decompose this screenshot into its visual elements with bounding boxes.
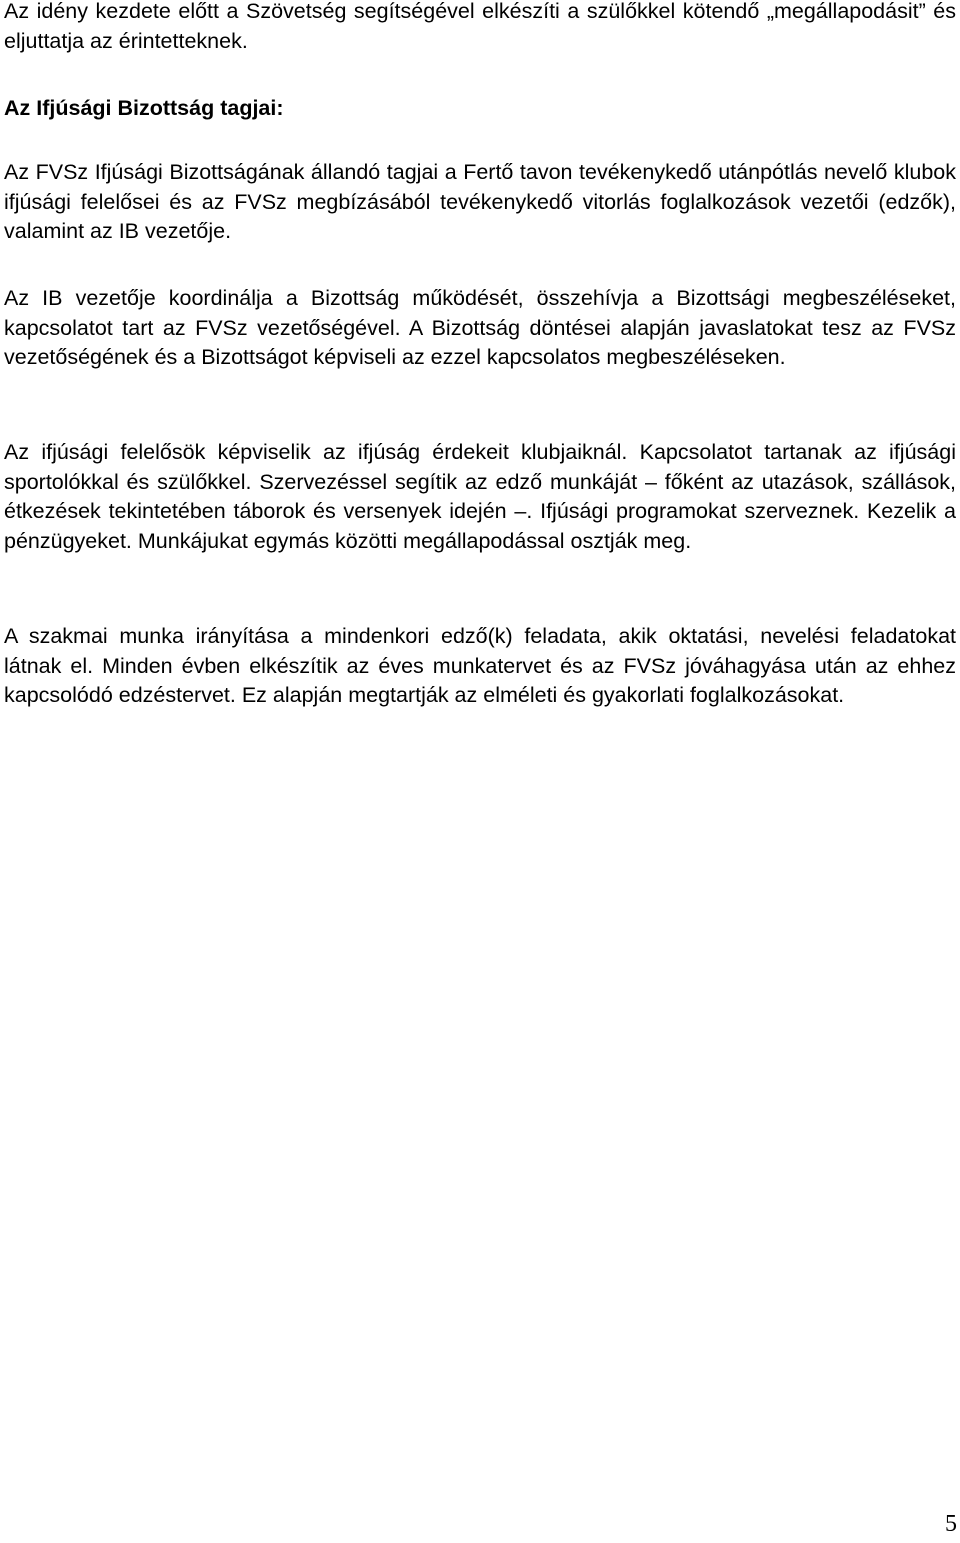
section-heading: Az Ifjúsági Bizottság tagjai: bbox=[4, 96, 284, 120]
page-number: 5 bbox=[945, 1511, 957, 1537]
leader-paragraph: Az IB vezetője koordinálja a Bizottság működését, összehívja a Bizottsági megbeszéléseket, kapcsolatot tart az FVSz vezetőségével. A Bizottság döntései alapján javaslatokat tesz az FVSz vezetőségének és a Bizottságot képviseli az ezzel kapcsolatos megbeszéléseken. bbox=[4, 286, 956, 369]
members-paragraph: Az FVSz Ifjúsági Bizottságának állandó tagjai a Fertő tavon tevékenykedő utánpótlás nevelő klubok ifjúsági felelősei és az FVSz megbízásából tevékenykedő vitorlás foglalkozások vezetői (edzők), valamint az IB vezetője. bbox=[4, 160, 956, 243]
coaching-paragraph: A szakmai munka irányítása a mindenkori edző(k) feladata, akik oktatási, nevelési feladatokat látnak el. Minden évben elkészítik az éves munkatervet és az FVSz jóváhagyása után az ehhez kapcsolódó edzéstervet. Ez alapján megtartják az elméleti és gyakorlati foglalkozásokat. bbox=[4, 624, 956, 707]
youth-officers-paragraph: Az ifjúsági felelősök képviselik az ifjúság érdekeit klubjaiknál. Kapcsolatot tartanak az ifjúsági sportolókkal és szülőkkel. Szervezéssel segítik az edző munkáját – főként az utazások, szállások, étkezések tekintetében táborok és versenyek idején –. Ifjúsági programokat szerveznek. Kezelik a pénzügyeket. Munkájukat egymás közötti megállapodással osztják meg. bbox=[4, 440, 956, 553]
intro-paragraph: Az idény kezdete előtt a Szövetség segítségével elkészíti a szülőkkel kötendő „megállapodásit” és eljuttatja az érintetteknek. bbox=[4, 0, 956, 53]
